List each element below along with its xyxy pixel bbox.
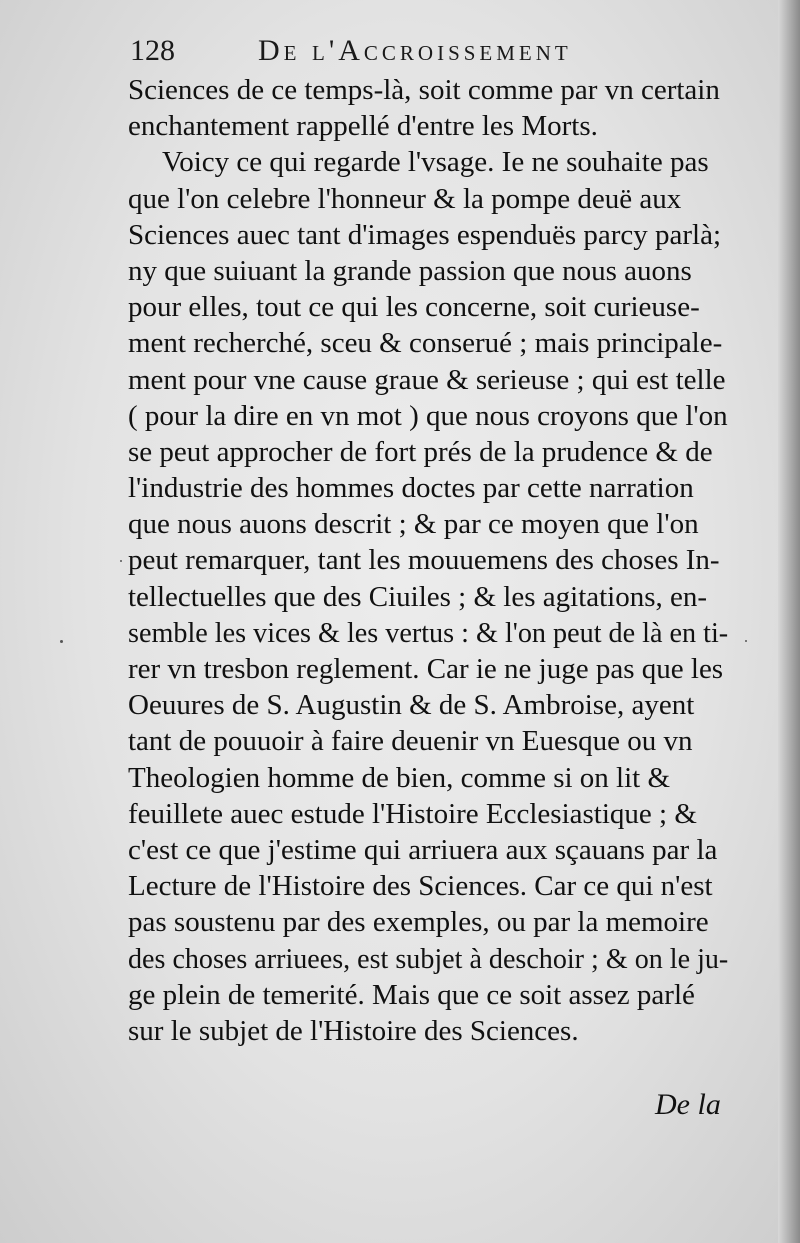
text-line: que l'on celebre l'honneur & la pompe deuë aux	[128, 182, 682, 215]
text-line: des choses arriuees, est subjet à deschoir ; & on le ju-	[128, 942, 729, 975]
text-line: Voicy ce qui regarde l'vsage. Ie ne souhaite pas	[162, 146, 709, 179]
text-line: tellectuelles que des Ciuiles ; & les agitations, en-	[128, 580, 708, 613]
text-line: sur le subjet de l'Histoire des Sciences.	[128, 1014, 579, 1047]
text-line: peut remarquer, tant les mouuemens des choses In-	[128, 544, 720, 577]
ink-speck	[745, 640, 747, 642]
text-line: se peut approcher de fort prés de la prudence & de	[128, 435, 713, 468]
text-line: semble les vices & les vertus : & l'on peut de là en ti-	[128, 616, 729, 649]
text-line: que nous auons descrit ; & par ce moyen que l'on	[128, 508, 699, 541]
text-line: Theologien homme de bien, comme si on lit &	[128, 761, 671, 794]
page-edge-shadow	[778, 0, 800, 1243]
text-line: tant de pouuoir à faire deuenir vn Euesque ou vn	[128, 725, 693, 758]
body-text	[128, 72, 728, 1049]
text-line: Sciences auec tant d'images espenduës parcy parlà;	[128, 218, 722, 251]
page-number: 128	[130, 34, 175, 67]
text-line: feuillete auec estude l'Histoire Ecclesiastique ; &	[128, 797, 697, 830]
text-line: Lecture de l'Histoire des Sciences. Car ce qui n'est	[128, 870, 713, 903]
text-line: ge plein de temerité. Mais que ce soit assez parlé	[128, 978, 695, 1011]
text-line: ny que suiuant la grande passion que nous auons	[128, 254, 692, 287]
text-line: ( pour la dire en vn mot ) que nous croyons que l'on	[128, 399, 728, 432]
text-line: c'est ce que j'estime qui arriuera aux sçauans par la	[128, 833, 718, 866]
text-line: pas soustenu par des exemples, ou par la memoire	[128, 906, 709, 939]
ink-speck	[60, 640, 63, 643]
catchword: De la	[655, 1088, 721, 1121]
running-title: De l'Accroissement	[258, 34, 572, 67]
text-line: Oeuures de S. Augustin & de S. Ambroise, ayent	[128, 689, 695, 722]
text-line: l'industrie des hommes doctes par cette narration	[128, 472, 694, 505]
ink-speck	[120, 560, 122, 562]
text-line: pour elles, tout ce qui les concerne, soit curieuse-	[128, 291, 700, 324]
text-line: rer vn tresbon reglement. Car ie ne juge pas que les	[128, 653, 724, 685]
text-line: ment recherché, sceu & conserué ; mais principale-	[128, 327, 723, 360]
text-line: Sciences de ce temps-là, soit comme par vn certain	[128, 74, 720, 106]
page-header	[130, 28, 730, 68]
text-line: ment pour vne cause graue & serieuse ; qui est telle	[128, 363, 726, 396]
text-line: enchantement rappellé d'entre les Morts.	[128, 110, 598, 143]
